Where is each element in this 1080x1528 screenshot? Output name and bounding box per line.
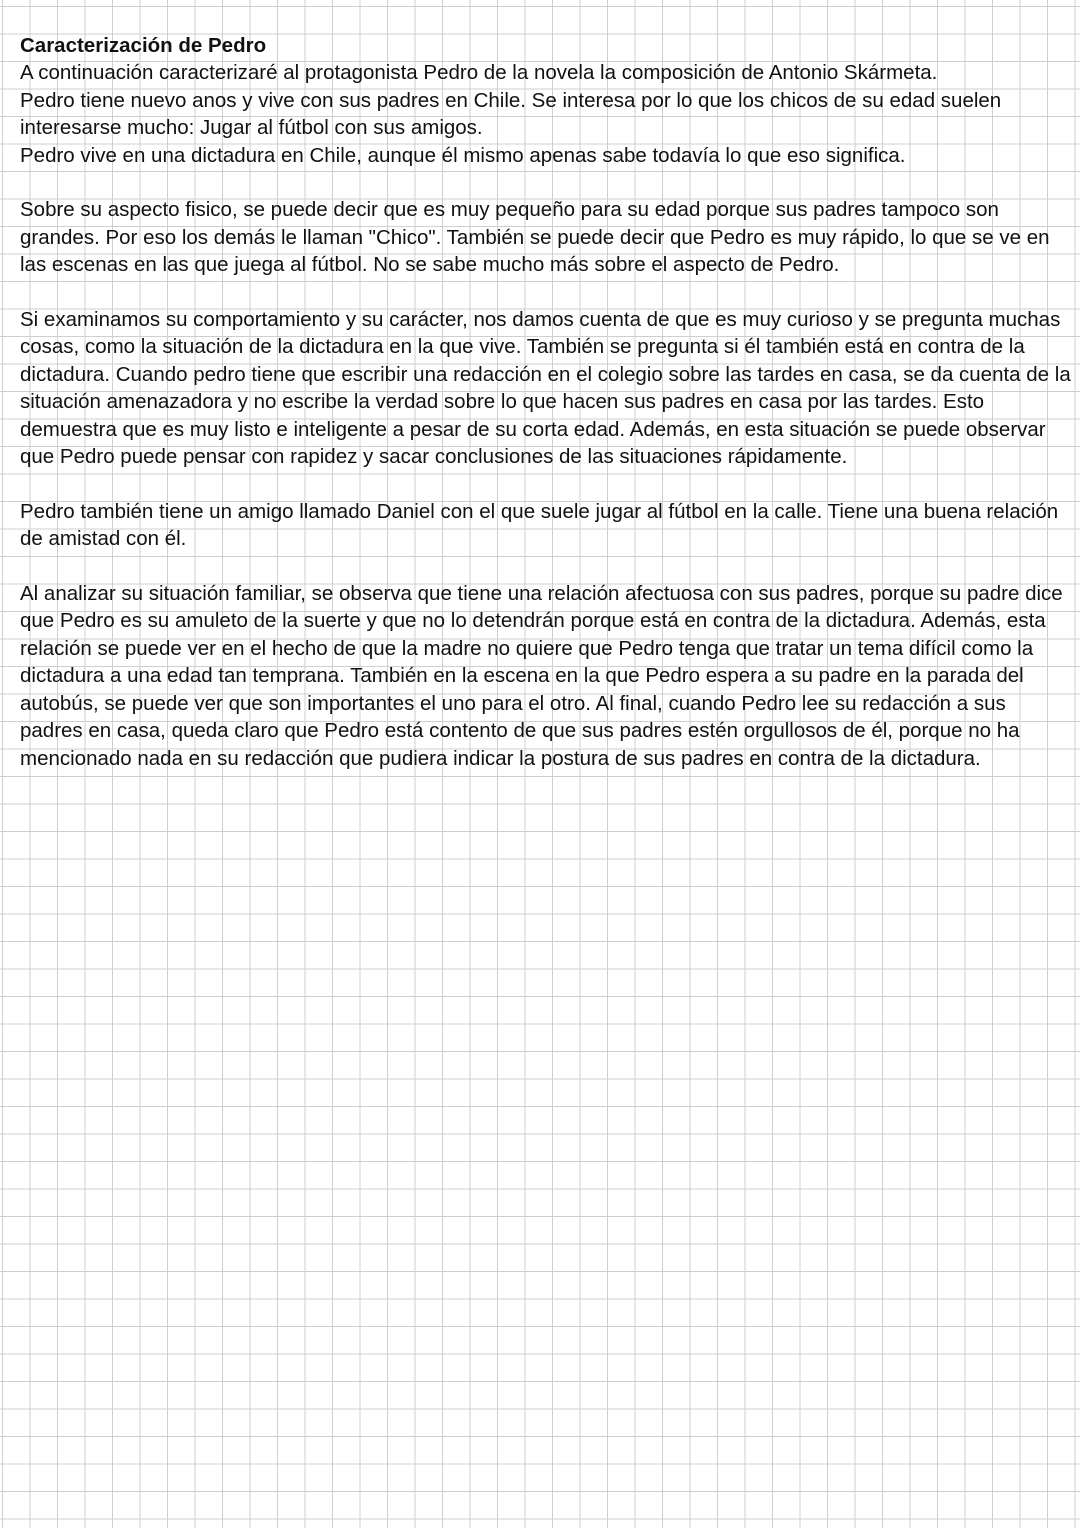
paragraph-spacer xyxy=(20,470,1072,497)
paragraph-family: Al analizar su situación familiar, se observa que tiene una relación afectuosa con sus padres, porque su padre dice que Pedro es su amuleto de la suerte y que no lo detendrán porque está en contra de la dictadura. Además, esta relación se puede ver en el hecho de que la madre no quiere que Pedro tenga que tratar un tema difícil como la dictadura a una edad tan temprana. También en la escena en la que Pedro espera a su padre en la parada del autobús, se puede ver que son importantes el uno para el otro. Al final, cuando Pedro lee su redacción a sus padres en casa, queda claro que Pedro está contento de que sus padres estén orgullosos de él, porque no ha mencionado nada en su redacción que pudiera indicar la postura de sus padres en contra de la dictadura. xyxy=(20,582,1063,770)
paragraph-appearance: Sobre su aspecto fisico, se puede decir que es muy pequeño para su edad porque sus padres tampoco son grandes. Por eso los demás le llaman "Chico". También se puede decir que Pedro es muy rápido, lo que se ve en las escenas en las que juega al fútbol. No se sabe mucho más sobre el aspecto de Pedro. xyxy=(20,198,1050,277)
paragraph-dictatorship: Pedro vive en una dictadura en Chile, aunque él mismo apenas sabe todavía lo que eso significa. xyxy=(20,143,906,167)
paragraph-character: Si examinamos su comportamiento y su carácter, nos damos cuenta de que es muy curioso y se pregunta muchas cosas, como la situación de la dictadura en la que vive. También se pregunta si él también está en contra de la dictadura. Cuando pedro tiene que escribir una redacción en el colegio sobre las tardes en casa, se da cuenta de la situación amenazadora y no escribe la verdad sobre lo que hacen sus padres en casa por las tardes. Esto demuestra que es muy listo e inteligente a pesar de su corta edad. Además, en esta situación se puede observar que Pedro puede pensar con rapidez y sacar conclusiones de las situaciones rápidamente. xyxy=(20,308,1071,469)
document-title: Caracterización de Pedro xyxy=(20,34,267,57)
paragraph-age-interests: Pedro tiene nuevo anos y vive con sus padres en Chile. Se interesa por lo que los chicos de su edad suelen interesarse mucho: Jugar al fútbol con sus amigos. xyxy=(20,88,1002,140)
document-body xyxy=(20,32,1072,772)
paragraph-intro: A continuación caracterizaré al protagonista Pedro de la novela la composición de Antonio Skármeta. xyxy=(20,61,938,85)
paragraph-friend: Pedro también tiene un amigo llamado Daniel con el que suele jugar al fútbol en la calle. Tiene una buena relación de amistad con él. xyxy=(20,499,1059,551)
paragraph-spacer xyxy=(20,553,1072,580)
paragraph-spacer xyxy=(20,169,1072,196)
paragraph-spacer xyxy=(20,279,1072,306)
